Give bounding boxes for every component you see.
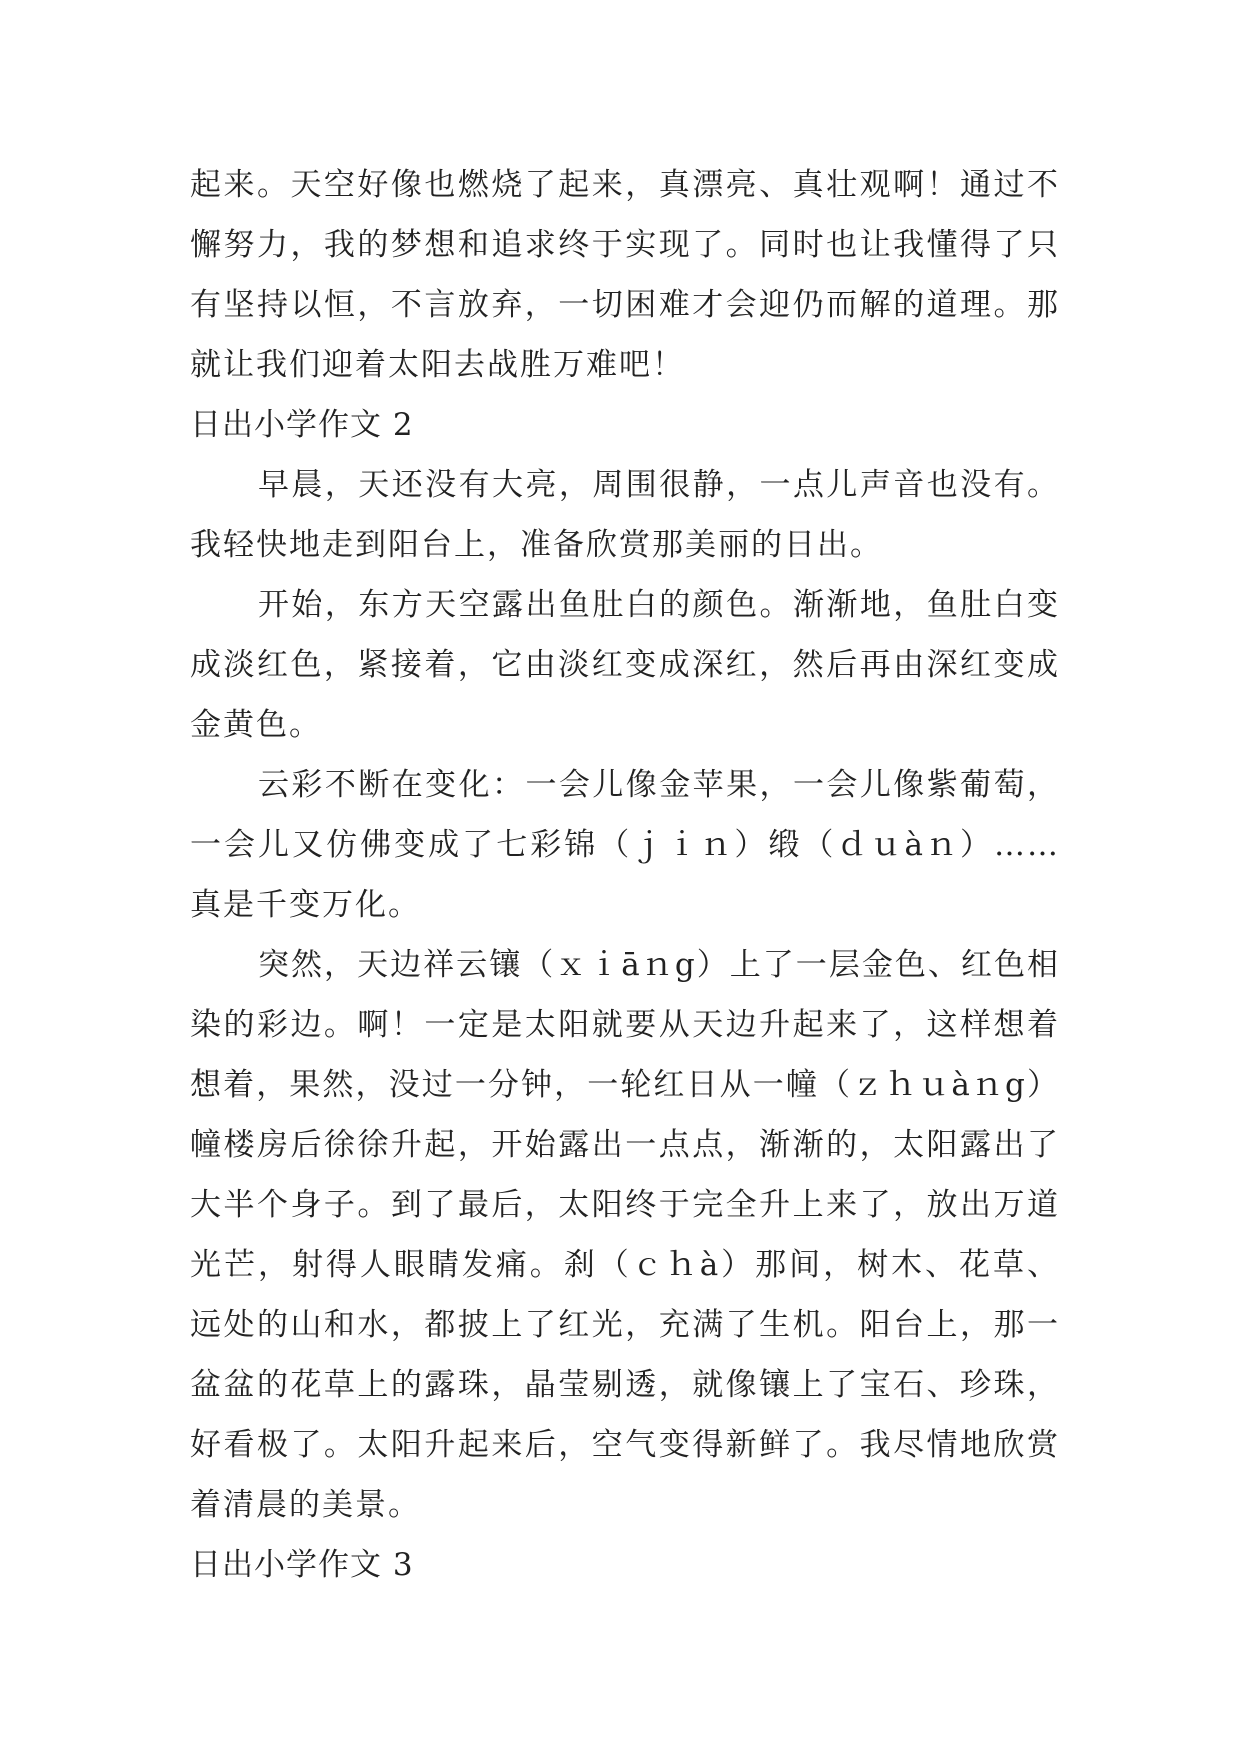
section-heading-3: 日出小学作文 3 bbox=[190, 1547, 414, 1583]
paragraph-sky-color: 开始，东方天空露出鱼肚白的颜色。渐渐地，鱼肚白变成淡红色，紧接着，它由淡红变成深红，然后再由深红变成金黄色。 bbox=[190, 587, 1060, 743]
section-heading-2: 日出小学作文 2 bbox=[190, 407, 414, 443]
paragraph-sunrise: 突然，天边祥云镶（ｘｉāｎg）上了一层金色、红色相染的彩边。啊！一定是太阳就要从天边升起来了，这样想着想着，果然，没过一分钟，一轮红日从一幢（ｚｈｕàｎg）幢楼房后徐徐升起，开始露出一点点，渐渐的，太阳露出了大半个身子。到了最后，太阳终于完全升上来了，放出万道光芒，射得人眼睛发痛。刹（ｃｈà）那间，树木、花草、远处的山和水，都披上了红光，充满了生机。阳台上，那一盆盆的花草上的露珠，晶莹剔透，就像镶上了宝石、珍珠，好看极了。太阳升起来后，空气变得新鲜了。我尽情地欣赏着清晨的美景。 bbox=[190, 947, 1060, 1523]
paragraph-clouds: 云彩不断在变化：一会儿像金苹果，一会儿像紫葡萄，一会儿又仿佛变成了七彩锦（ｊｉｎ）缎（ｄｕàｎ）……真是千变万化。 bbox=[190, 767, 1060, 923]
document-body bbox=[190, 155, 1060, 1595]
paragraph-continuation: 起来。天空好像也燃烧了起来，真漂亮、真壮观啊！通过不懈努力，我的梦想和追求终于实现了。同时也让我懂得了只有坚持以恒，不言放弃，一切困难才会迎仍而解的道理。那就让我们迎着太阳去战胜万难吧！ bbox=[190, 167, 1060, 383]
paragraph-morning: 早晨，天还没有大亮，周围很静，一点儿声音也没有。我轻快地走到阳台上，准备欣赏那美丽的日出。 bbox=[190, 467, 1060, 563]
